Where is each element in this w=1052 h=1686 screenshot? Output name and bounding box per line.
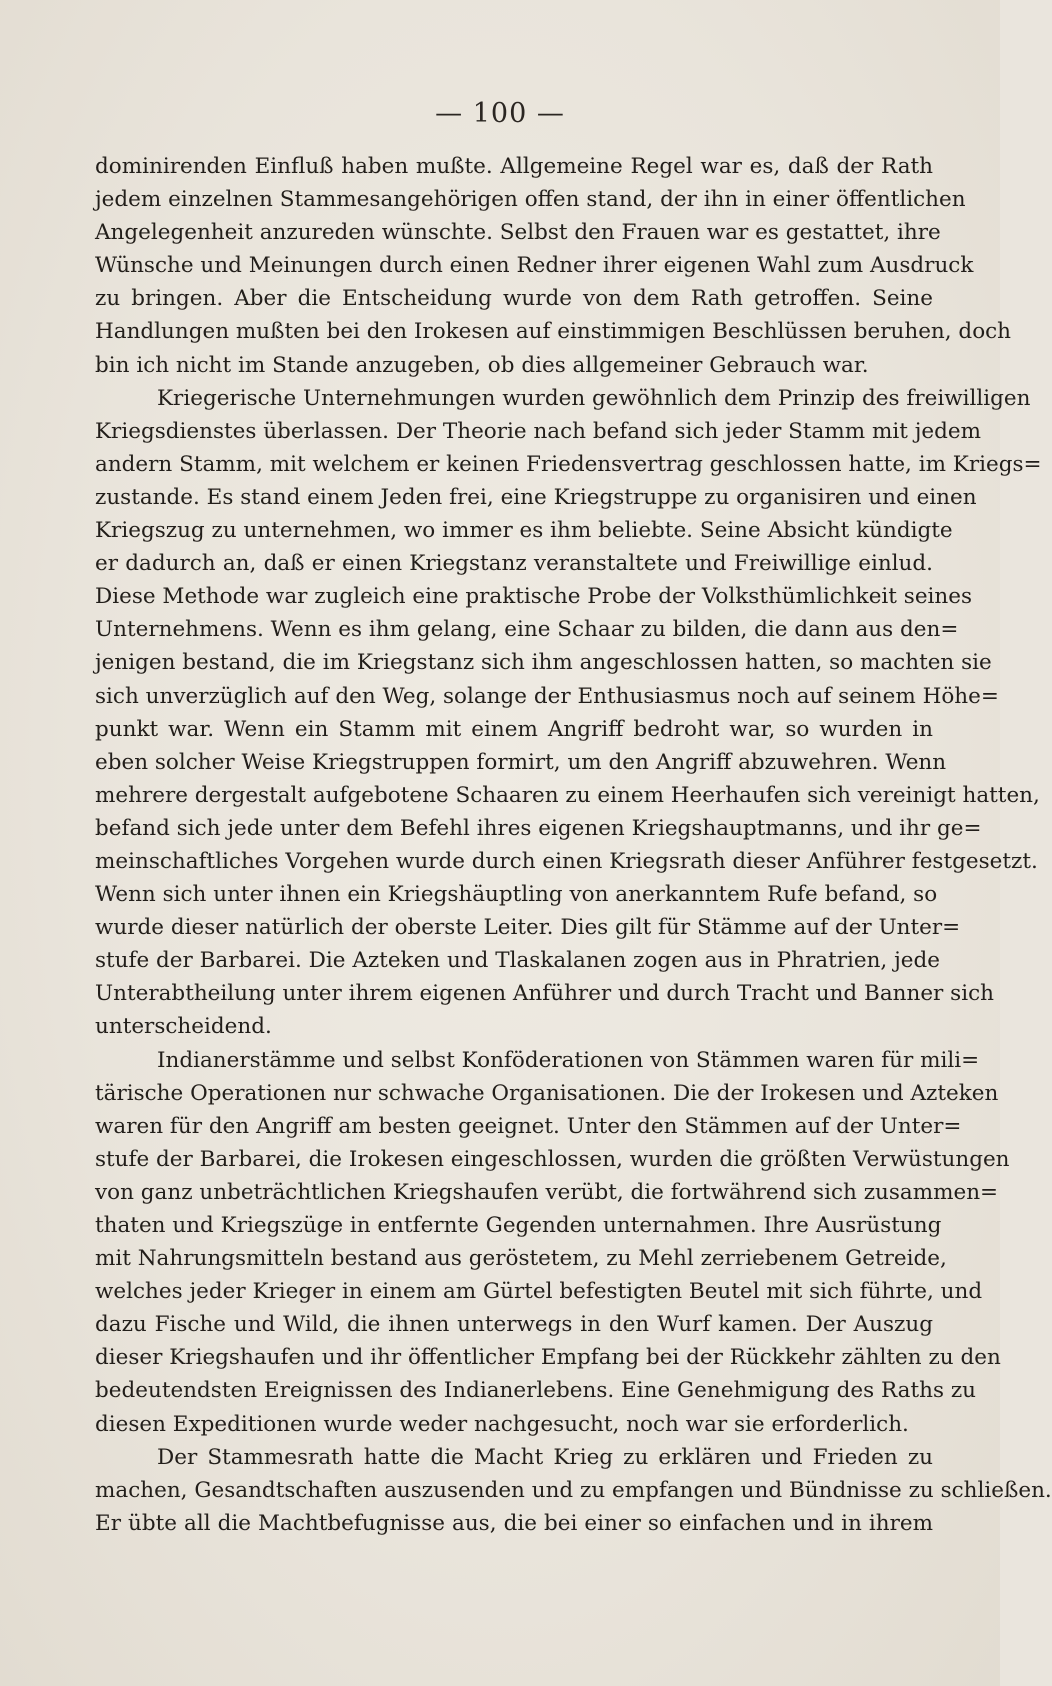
text-line: Wenn sich unter ihnen ein Kriegshäuptling von anerkanntem Rufe befand, so — [95, 882, 938, 908]
text-line: Diese Methode war zugleich eine praktische Probe der Volksthümlichkeit seines — [95, 584, 973, 610]
page-number: — 100 — — [435, 98, 565, 129]
text-line: diesen Expeditionen wurde weder nachgesucht, noch war sie erforderlich. — [95, 1411, 909, 1437]
text-line: welches jeder Krieger in einem am Gürtel befestigten Beutel mit sich führte, und — [95, 1279, 983, 1305]
text-line: waren für den Angriff am besten geeignet. Unter den Stämmen auf der Unter= — [95, 1113, 962, 1139]
text-line: jedem einzelnen Stammesangehörigen offen stand, der ihn in einer öffentlichen — [95, 187, 966, 213]
text-line: meinschaftliches Vorgehen wurde durch einen Kriegsrath dieser Anführer festgesetzt. — [95, 848, 1038, 874]
text-line: Kriegszug zu unternehmen, wo immer es ihm beliebte. Seine Absicht kündigte — [95, 518, 953, 544]
text-line: zu bringen. Aber die Entscheidung wurde von dem Rath getroffen. Seine — [95, 286, 933, 312]
text-line: machen, Gesandtschaften auszusenden und zu empfangen und Bündnisse zu schließen. — [95, 1477, 1052, 1503]
text-line: dominirenden Einfluß haben mußte. Allgemeine Regel war es, daß der Rath — [95, 154, 933, 179]
paragraph — [95, 382, 1042, 1044]
body-text — [95, 150, 1052, 1540]
text-line: Kriegsdienstes überlassen. Der Theorie nach befand sich jeder Stamm mit jedem — [95, 418, 981, 444]
text-line: Wünsche und Meinungen durch einen Redner ihrer eigenen Wahl zum Ausdruck — [95, 253, 974, 279]
text-line: punkt war. Wenn ein Stamm mit einem Angriff bedroht war, so wurden in — [95, 716, 933, 742]
text-line: zustande. Es stand einem Jeden frei, eine Kriegstruppe zu organisiren und einen — [95, 484, 977, 510]
text-line: Indianerstämme und selbst Konföderationen von Stämmen waren für mili= — [157, 1047, 980, 1073]
text-line: Handlungen mußten bei den Irokesen auf einstimmigen Beschlüssen beruhen, doch — [95, 319, 1012, 345]
text-line: Er übte all die Machtbefugnisse aus, die bei einer so einfachen und in ihrem — [95, 1510, 933, 1536]
text-line: Angelegenheit anzureden wünschte. Selbst den Frauen war es gestattet, ihre — [95, 220, 941, 246]
text-line: von ganz unbeträchtlichen Kriegshaufen verübt, die fortwährend sich zusammen= — [95, 1179, 999, 1205]
text-line: Der Stammesrath hatte die Macht Krieg zu erklären und Frieden zu — [157, 1444, 933, 1470]
text-line: stufe der Barbarei. Die Azteken und Tlaskalanen zogen aus in Phratrien, jede — [95, 948, 940, 974]
text-line: tärische Operationen nur schwache Organisationen. Die der Irokesen und Azteken — [95, 1080, 999, 1106]
text-line: dieser Kriegshaufen und ihr öffentlicher Empfang bei der Rückkehr zählten zu den — [95, 1345, 1001, 1371]
text-line: andern Stamm, mit welchem er keinen Friedensvertrag geschlossen hatte, im Kriegs= — [95, 451, 1042, 477]
text-line: unterscheidend. — [95, 1014, 272, 1040]
text-line: bin ich nicht im Stande anzugeben, ob dies allgemeiner Gebrauch war. — [95, 352, 869, 378]
text-line: mit Nahrungsmitteln bestand aus geröstetem, zu Mehl zerriebenem Getreide, — [95, 1246, 947, 1272]
text-line: thaten und Kriegszüge in entfernte Gegenden unternahmen. Ihre Ausrüstung — [95, 1213, 942, 1238]
text-line: Unterabtheilung unter ihrem eigenen Anführer und durch Tracht und Banner sich — [95, 981, 994, 1007]
text-line: mehrere dergestalt aufgebotene Schaaren zu einem Heerhaufen sich vereinigt hatten, — [95, 782, 1040, 808]
paragraph — [95, 1044, 1010, 1441]
paragraph — [95, 1441, 1052, 1540]
text-line: er dadurch an, daß er einen Kriegstanz veranstaltete und Freiwillige einlud. — [95, 551, 933, 577]
text-line: bedeutendsten Ereignissen des Indianerlebens. Eine Genehmigung des Raths zu — [95, 1378, 977, 1404]
text-line: sich unverzüglich auf den Weg, solange der Enthusiasmus noch auf seinem Höhe= — [95, 683, 999, 709]
text-line: Unternehmens. Wenn es ihm gelang, eine Schaar zu bilden, die dann aus den= — [95, 617, 959, 643]
text-line: jenigen bestand, die im Kriegstanz sich ihm angeschlossen hatten, so machten sie — [95, 650, 992, 676]
text-line: Kriegerische Unternehmungen wurden gewöhnlich dem Prinzip des freiwilligen — [157, 385, 1031, 411]
paragraph — [95, 150, 1012, 382]
text-line: dazu Fische und Wild, die ihnen unterwegs in den Wurf kamen. Der Auszug — [95, 1312, 933, 1338]
text-line: stufe der Barbarei, die Irokesen eingeschlossen, wurden die größten Verwüstungen — [95, 1146, 1010, 1172]
text-line: befand sich jede unter dem Befehl ihres eigenen Kriegshauptmanns, und ihr ge= — [95, 815, 982, 841]
text-line: eben solcher Weise Kriegstruppen formirt, um den Angriff abzuwehren. Wenn — [95, 749, 947, 775]
text-line: wurde dieser natürlich der oberste Leiter. Dies gilt für Stämme auf der Unter= — [95, 915, 961, 941]
